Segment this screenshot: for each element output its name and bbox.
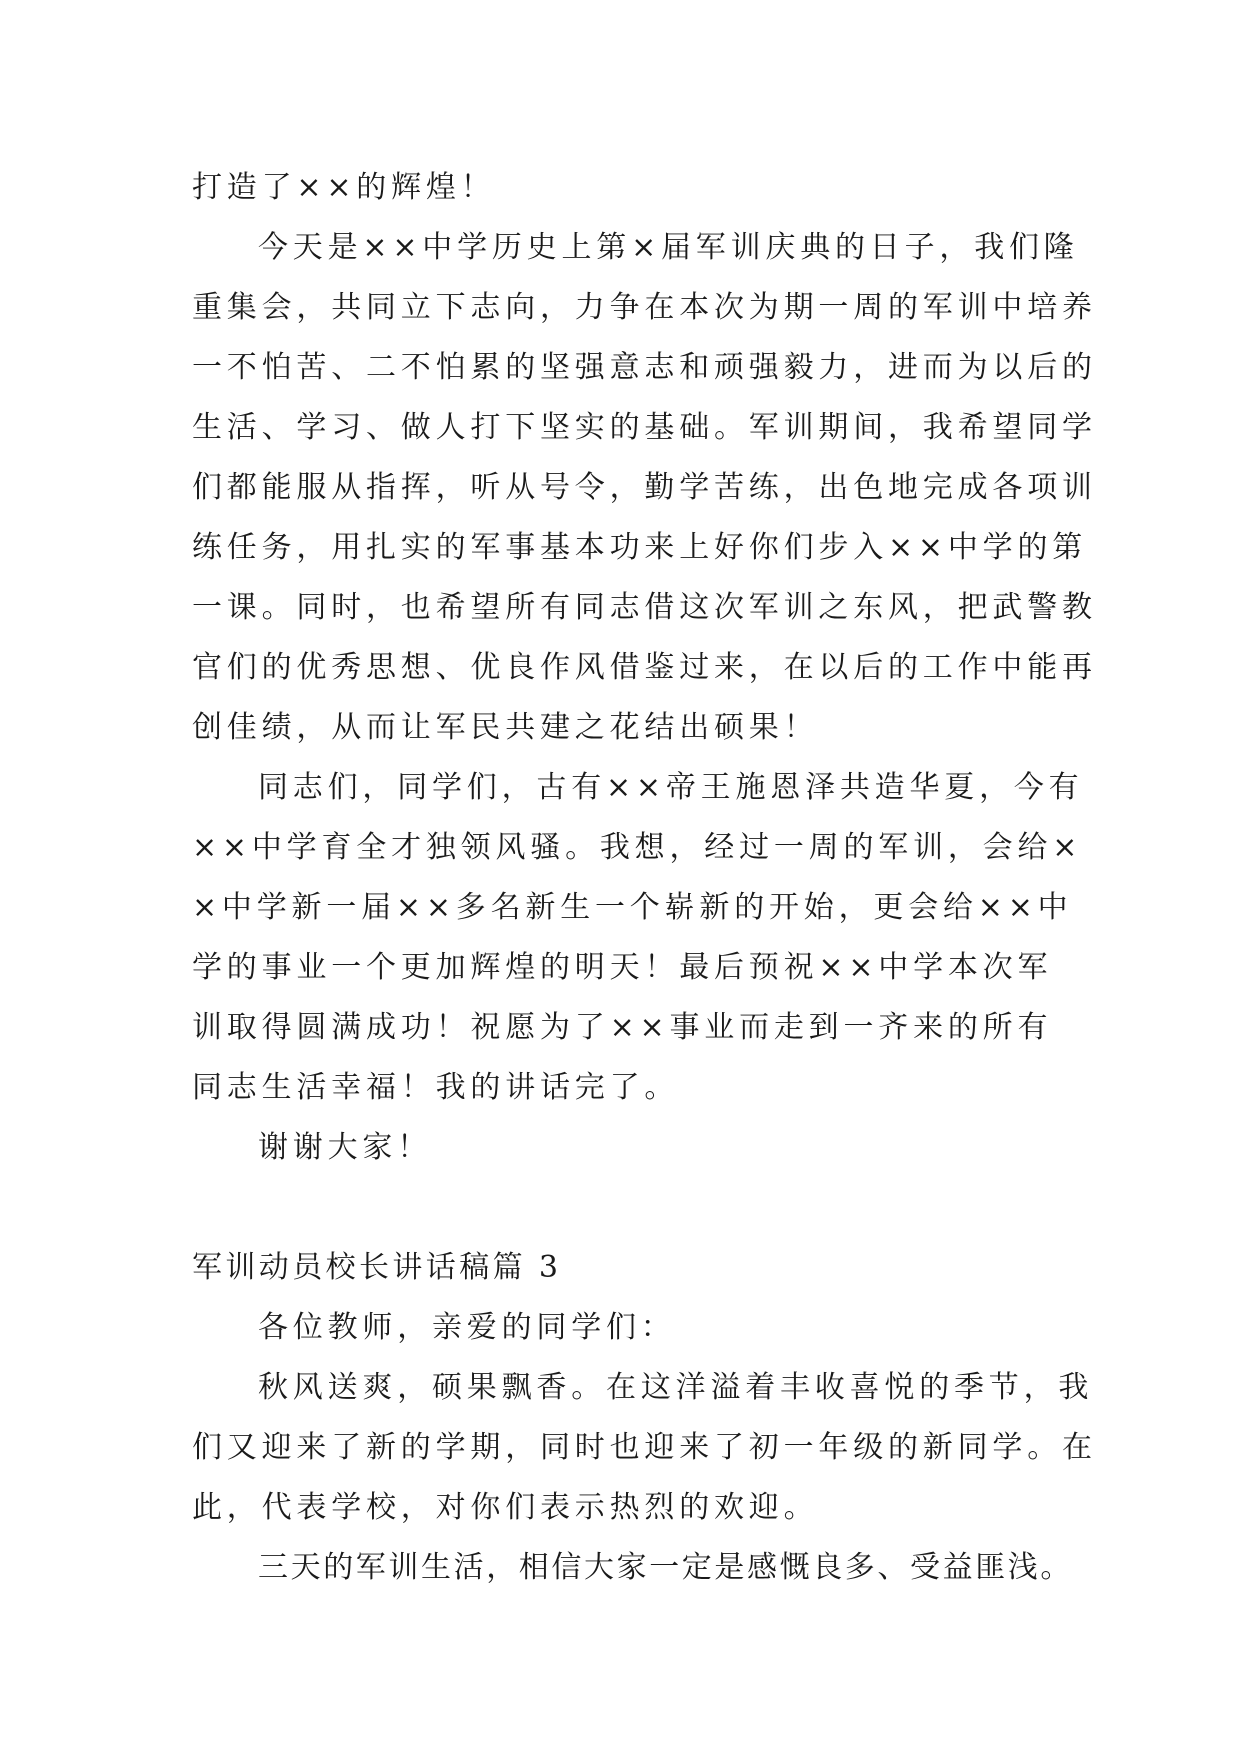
paragraph-line: 一不怕苦、二不怕累的坚强意志和顽强毅力，进而为以后的 <box>192 350 1097 385</box>
paragraph-line: 打造了××的辉煌！ <box>192 170 496 205</box>
paragraph-line: 今天是××中学历史上第×届军训庆典的日子，我们隆 <box>258 230 1079 265</box>
paragraph-line: 一课。同时，也希望所有同志借这次军训之东风，把武警教 <box>192 590 1097 625</box>
paragraph-line: 此，代表学校，对你们表示热烈的欢迎。 <box>192 1490 819 1525</box>
paragraph-line: 生活、学习、做人打下坚实的基础。军训期间，我希望同学 <box>192 410 1097 445</box>
paragraph-line: 训取得圆满成功！祝愿为了××事业而走到一齐来的所有 <box>192 1010 1053 1045</box>
paragraph-line: 官们的优秀思想、优良作风借鉴过来，在以后的工作中能再 <box>192 650 1097 685</box>
paragraph-line: 谢谢大家！ <box>258 1130 432 1165</box>
paragraph-line: 同志们，同学们，古有××帝王施恩泽共造华夏，今有 <box>258 770 1084 805</box>
paragraph-line: ×中学新一届××多名新生一个崭新的开始，更会给××中 <box>192 890 1073 925</box>
blank-line <box>192 1178 1052 1238</box>
paragraph-line: ××中学育全才独领风骚。我想，经过一周的军训，会给× <box>192 830 1083 865</box>
paragraph-line: 同志生活幸福！我的讲话完了。 <box>192 1070 680 1105</box>
paragraph-line: 创佳绩，从而让军民共建之花结出硕果！ <box>192 710 819 745</box>
paragraph-line: 们又迎来了新的学期，同时也迎来了初一年级的新同学。在 <box>192 1430 1097 1465</box>
paragraph-line: 各位教师，亲爱的同学们： <box>258 1310 676 1345</box>
paragraph-line: 三天的军训生活，相信大家一定是感慨良多、受益匪浅。 <box>258 1550 1073 1585</box>
paragraph-line: 学的事业一个更加辉煌的明天！最后预祝××中学本次军 <box>192 950 1053 985</box>
document-page <box>192 158 1097 1598</box>
paragraph-line: 练任务，用扎实的军事基本功来上好你们步入××中学的第 <box>192 530 1088 565</box>
section-title: 军训动员校长讲话稿篇 3 <box>192 1250 562 1285</box>
paragraph-line: 们都能服从指挥，听从号令，勤学苦练，出色地完成各项训 <box>192 470 1097 505</box>
paragraph-line: 秋风送爽，硕果飘香。在这洋溢着丰收喜悦的季节，我 <box>258 1370 1094 1405</box>
paragraph-line: 重集会，共同立下志向，力争在本次为期一周的军训中培养 <box>192 290 1097 325</box>
